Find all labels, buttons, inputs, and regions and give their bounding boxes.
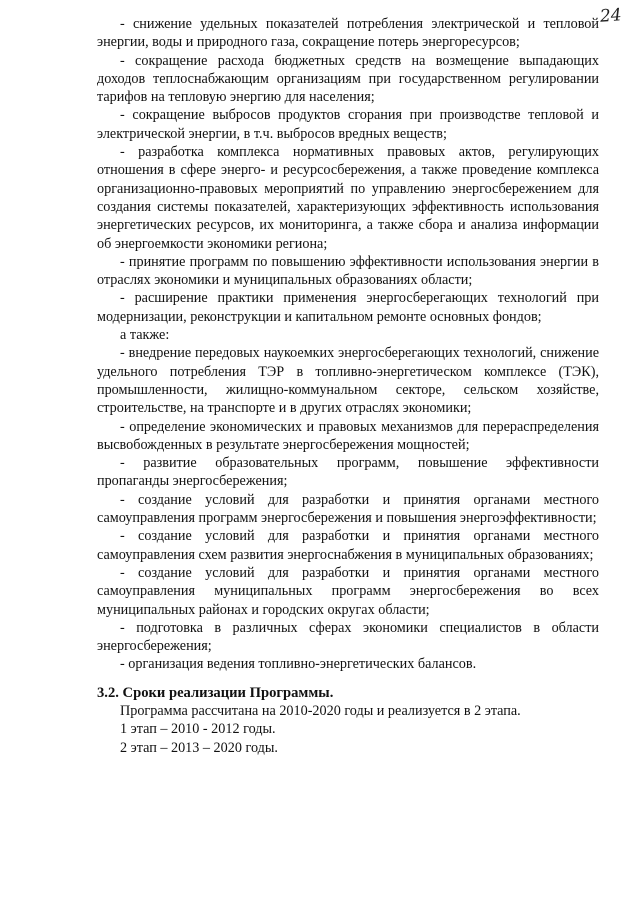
also-label: а также: bbox=[120, 327, 170, 344]
list-item: - снижение удельных показателей потребления электрической и тепловой энергии, воды и природного газа, сокращение потерь энергоресурсов; bbox=[97, 16, 599, 51]
list-item: - принятие программ по повышению эффективности использования энергии в отраслях экономики и муниципальных образованиях области; bbox=[97, 253, 599, 289]
section-line: 1 этап – 2010 - 2012 годы. bbox=[120, 721, 276, 738]
list-item: - разработка комплекса нормативных правовых актов, регулирующих отношения в сфере энерго- и ресурсосбережения, а также проведение комплекса организационно-правовых мероприятий по управлению энергосбережением для создания системы показателей, характеризующих эффективность использования энергетических ресурсов, их мониторинга, а также сбора и анализа информации об энергоемкости экономики региона; bbox=[97, 144, 599, 252]
section-line: Программа рассчитана на 2010-2020 годы и реализуется в 2 этапа. bbox=[120, 702, 521, 719]
section-line: 2 этап – 2013 – 2020 годы. bbox=[120, 739, 278, 756]
list-item: - создание условий для разработки и принятия органами местного самоуправления схем развития энергоснабжения в муниципальных образованиях; bbox=[97, 528, 599, 563]
section-heading: 3.2. Сроки реализации Программы. bbox=[97, 684, 334, 701]
list-item: - расширение практики применения энергосберегающих технологий при модернизации, реконструкции и капитальном ремонте основных фондов; bbox=[97, 290, 599, 325]
list-item: - развитие образовательных программ, повышение эффективности пропаганды энергосбережения; bbox=[97, 455, 599, 490]
document-body bbox=[97, 15, 599, 757]
handwritten-page-number: 24 bbox=[599, 5, 623, 27]
list-item: - сокращение расхода бюджетных средств на возмещение выпадающих доходов теплоснабжающим организациям при государственном регулировании тарифов на тепловую энергию для населения; bbox=[97, 52, 599, 106]
list-item: - сокращение выбросов продуктов сгорания при производстве тепловой и электрической энергии, в т.ч. выбросов вредных веществ; bbox=[97, 107, 599, 142]
list-item: - подготовка в различных сферах экономики специалистов в области энергосбережения; bbox=[97, 619, 599, 655]
list-item: - определение экономических и правовых механизмов для перераспределения высвобожденных в результате энергосбережения мощностей; bbox=[97, 418, 599, 453]
list-item: - создание условий для разработки и принятия органами местного самоуправления муниципальных программ энергосбережения во всех муниципальных районах и городских округах области; bbox=[97, 564, 599, 618]
list-item: - создание условий для разработки и принятия органами местного самоуправления программ энергосбережения и повышения энергоэффективности; bbox=[97, 491, 599, 527]
list-item: - внедрение передовых наукоемких энергосберегающих технологий, снижение удельного потребления ТЭР в топливно-энергетическом комплексе (ТЭК), промышленности, жилищно-коммунальном секторе, сельском хозяйстве, строительстве, на транспорте и в других отраслях экономики; bbox=[97, 345, 599, 417]
list-item: - организация ведения топливно-энергетических балансов. bbox=[120, 656, 477, 673]
